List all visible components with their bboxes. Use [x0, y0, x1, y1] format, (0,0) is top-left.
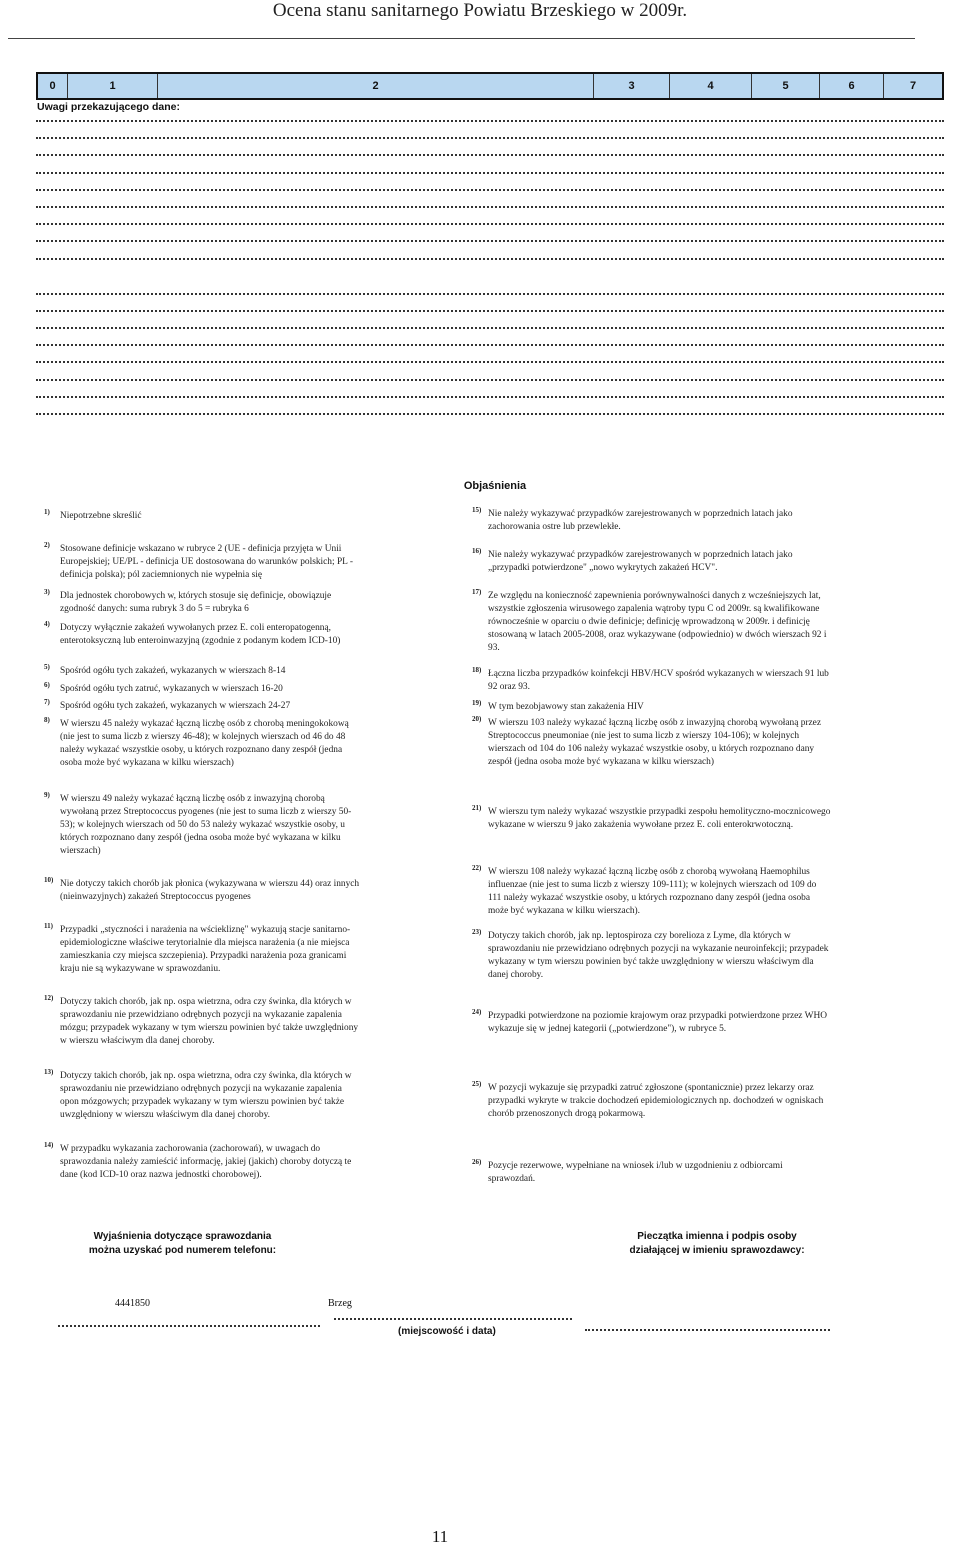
column-header-0: 0 — [38, 74, 68, 98]
explanation-note-text: Dotyczy takich chorób, jak np. ospa wietrzna, odra czy świnka, dla których w sprawozdaniu nie przewidziano odrębnych pozycji na wykazanie zapalenia opon mózgowych; przypadek wykazany w tym wierszu powinien być także uwzględniony w wierszu właściwym dla danej choroby. — [60, 1071, 352, 1120]
explanation-note-number: 22) — [472, 864, 482, 872]
explanation-note — [44, 996, 362, 1048]
explanation-note — [472, 806, 832, 832]
place-value: Brzeg — [328, 1298, 352, 1309]
column-header-row — [36, 72, 944, 100]
explanation-note — [44, 683, 362, 696]
remarks-line — [36, 379, 944, 381]
explanation-note-text: Nie dotyczy takich chorób jak płonica (wykazywana w wierszu 44) oraz innych (nieinwazyjnych) zakażeń Streptococcus pyogenes — [60, 879, 360, 902]
explanation-note-number: 23) — [472, 928, 482, 936]
explanation-note — [44, 1143, 362, 1182]
explanation-note — [472, 549, 832, 575]
explanation-note-number: 19) — [472, 699, 482, 707]
explanation-note-number: 9) — [44, 791, 50, 799]
explanation-note-number: 12) — [44, 994, 54, 1002]
remarks-line — [36, 258, 944, 260]
page-number: 11 — [431, 1527, 449, 1545]
explanation-note-number: 13) — [44, 1068, 54, 1076]
explanation-note-number: 11) — [44, 922, 53, 930]
explanation-note — [472, 701, 832, 714]
explanation-note-number: 20) — [472, 715, 482, 723]
explanation-note-text: Nie należy wykazywać przypadków zarejestrowanych w poprzednich latach jako „przypadki potwierdzone" „nowo wykrytych zakażeń HCV". — [488, 550, 793, 573]
explanation-note-text: Spośród ogółu tych zakażeń, wykazanych w wierszach 24-27 — [60, 701, 291, 711]
remarks-line — [36, 172, 944, 174]
explanation-note-text: Nie należy wykazywać przypadków zarejestrowanych w poprzednich latach jako zachorowania ostre lub przewlekłe. — [488, 509, 793, 532]
explanation-note-text: Ze względu na konieczność zapewnienia porównywalności danych z wcześniejszych lat, wszystkie zgłoszenia wirusowego zapalenia wątroby typu C od 2009r. są kwalifikowane równocześnie w oparciu o dwie definicje; definicję wprowadzoną w 2009r. i definicję stosowaną w latach 2005-2008, oraz wykazywane (odpowiednio) w dwóch wierszach 92 i 93. — [488, 591, 827, 653]
explanation-note-number: 25) — [472, 1080, 482, 1088]
explanation-note-number: 2) — [44, 541, 50, 549]
explanation-note-number: 1) — [44, 508, 50, 516]
remarks-line — [36, 223, 944, 225]
explanation-note-number: 14) — [44, 1141, 54, 1149]
stamp-label-line-2: działającej w imieniu sprawozdawcy: — [629, 1245, 805, 1256]
explanation-note-text: W przypadku wykazania zachorowania (zachorowań), w uwagach do sprawozdania należy zamieścić informację, jakiej (jakich) choroby dotyczą te dane (kod ICD-10 oraz nazwa jednostki chorobowej). — [60, 1144, 352, 1180]
explanation-note-text: W wierszu 45 należy wykazać łączną liczbę osób z chorobą meningokokową (nie jest to suma liczb z wierszy 46-48); w kolejnych wierszach od 46 do 48 należy wykazać wszystkie osoby, u których rozpoznano dany zespół (jedna osoba może być wykazana w kilku wierszach) — [60, 719, 349, 768]
explanation-note — [472, 717, 832, 769]
remarks-line — [36, 206, 944, 208]
contact-label — [80, 1230, 285, 1258]
explanation-note-number: 4) — [44, 620, 50, 628]
explanation-note-number: 10) — [44, 876, 54, 884]
remarks-lines — [36, 120, 944, 430]
remarks-line — [36, 396, 944, 398]
stamp-label-line-1: Pieczątka imienna i podpis osoby — [637, 1231, 797, 1242]
column-header-4: 4 — [670, 74, 752, 98]
contact-label-line-1: Wyjaśnienia dotyczące sprawozdania — [93, 1231, 272, 1242]
explanation-note-text: Dotyczy takich chorób, jak np. leptospiroza czy borelioza z Lyme, dla których w sprawozdaniu nie przewidziano odrębnych pozycji na wykazanie neuroinfekcji; przypadek wykazany w tym wierszu powinien być także uwzględniony w wierszu właściwym dla danej choroby. — [488, 931, 829, 980]
contact-label-line-2: można uzyskać pod numerem telefonu: — [88, 1245, 277, 1256]
explanation-note — [472, 590, 832, 655]
explanation-note-number: 24) — [472, 1008, 482, 1016]
remarks-line — [36, 310, 944, 312]
explanation-note-text: W wierszu 108 należy wykazać łączną liczbę osób z chorobą wywołaną Haemophilus influenzae (nie jest to suma liczb z wierszy 109-111); w kolejnych wierszach od 109 do 111 należy wykazać wszystkie osoby, u których rozpoznano dany zespół (jedna osoba może być wykazana w kilku wierszach). — [488, 867, 817, 916]
explanation-note — [472, 1082, 832, 1121]
remarks-label: Uwagi przekazującego dane: — [37, 101, 180, 113]
column-header-2: 2 — [158, 74, 594, 98]
remarks-line — [36, 120, 944, 122]
explanation-note-number: 8) — [44, 716, 50, 724]
phone-dotted-line — [58, 1325, 320, 1327]
remarks-line — [36, 413, 944, 415]
explanation-note — [44, 1070, 362, 1122]
explanation-note-number: 15) — [472, 506, 482, 514]
explanation-note — [44, 924, 362, 976]
explanation-note-text: W tym bezobjawowy stan zakażenia HIV — [488, 702, 644, 712]
explanation-note-text: Stosowane definicje wskazano w rubryce 2 (UE - definicja przyjęta w Unii Europejskiej; UE/PL - definicja UE dostosowana do warunków polskich; PL - definicja polska); pól zaciemnionych nie wypełnia się — [60, 544, 353, 580]
explanation-note-text: Łączna liczba przypadków koinfekcji HBV/HCV spośród wykazanych w wierszach 91 lub 92 oraz 93. — [488, 669, 829, 692]
place-date-caption: (miejscowość i data) — [398, 1326, 496, 1337]
column-header-6: 6 — [820, 74, 884, 98]
column-header-5: 5 — [752, 74, 820, 98]
place-dotted-line — [334, 1318, 572, 1320]
remarks-line — [36, 137, 944, 139]
explanation-note-text: Spośród ogółu tych zakażeń, wykazanych w wierszach 8-14 — [60, 666, 286, 676]
explanation-note-number: 16) — [472, 547, 482, 555]
stamp-label — [612, 1230, 822, 1258]
column-header-1: 1 — [68, 74, 158, 98]
explanation-note-text: Pozycje rezerwowe, wypełniane na wniosek i/lub w uzgodnieniu z odbiorcami sprawozdań. — [488, 1161, 783, 1184]
explanation-note-text: Przypadki potwierdzone na poziomie krajowym oraz przypadki potwierdzone przez WHO wykazuje się w jednej kategorii („potwierdzone"), w rubryce 5. — [488, 1011, 828, 1034]
remarks-line — [36, 240, 944, 242]
explanation-note-text: Spośród ogółu tych zatruć, wykazanych w wierszach 16-20 — [60, 684, 283, 694]
explanation-note-number: 7) — [44, 698, 50, 706]
explanation-note-text: W wierszu 103 należy wykazać łączną liczbę osób z inwazyjną chorobą wywołaną przez Streptococcus pneumoniae (nie jest to suma liczb z wierszy 104-106); w kolejnych wierszach od 104 do 106 należy wykazać wszystkie osoby, u których rozpoznano dany zespół (jedna osoba może być wykazana w kilku wierszach) — [488, 718, 822, 767]
explanation-note-text: W pozycji wykazuje się przypadki zatruć zgłoszone (spontanicznie) przez lekarzy oraz przypadki wykryte w trakcie dochodzeń epidemiologicznych np. dochodzeń w ogniskach chorób przenoszonych drogą pokarmową. — [488, 1083, 824, 1119]
column-header-7: 7 — [909, 80, 917, 92]
explanation-note — [44, 510, 362, 523]
explanation-note-text: Przypadki „styczności i narażenia na wściekliznę" wykazują stacje sanitarno-epidemiologiczne właściwe terytorialnie dla miejsca narażenia (a nie miejsca zamieszkania czy miejsca szczepienia). Przypadki narażenia poza granicami kraju nie są wykazywane w sprawozdaniu. — [60, 925, 351, 974]
explanation-note — [472, 1010, 832, 1036]
explanation-note — [44, 878, 362, 904]
signature-dotted-line — [585, 1329, 830, 1331]
explanation-note-number: 21) — [472, 804, 482, 812]
explanation-note-number: 18) — [472, 666, 482, 674]
explanation-note — [472, 1160, 832, 1186]
explanation-note — [472, 866, 832, 918]
phone-number: 4441850 — [115, 1298, 150, 1309]
explanation-note — [44, 718, 362, 770]
remarks-line — [36, 154, 944, 156]
explanation-note-text: Dotyczy wyłącznie zakażeń wywołanych przez E. coli enteropatogenną, enterotoksyczną lub enteroinwazyjną (zgodnie z podanym kodem ICD-10) — [60, 623, 341, 646]
explanation-note — [44, 700, 362, 713]
explanation-note-text: Dotyczy takich chorób, jak np. ospa wietrzna, odra czy świnka, dla których w sprawozdaniu nie przewidziano odrębnych pozycji na wykazanie zapalenia mózgu; przypadek wykazany w tym wierszu powinien być także uwzględniony w wierszu właściwym dla danej choroby. — [60, 997, 359, 1046]
explanation-note-number: 17) — [472, 588, 482, 596]
explanation-note-text: W wierszu 49 należy wykazać łączną liczbę osób z inwazyjną chorobą wywołaną przez Streptococcus pyogenes (nie jest to suma liczb z wierszy 50-53); w kolejnych wierszach od 50 do 53 należy wykazać wszystkie osoby, u których rozpoznano dany zespół (jedna osoba może być wykazana w kilku wierszach) — [60, 794, 352, 856]
explanations-title: Objaśnienia — [463, 480, 527, 492]
remarks-line — [36, 344, 944, 346]
explanation-note — [472, 668, 832, 694]
explanation-note-text: W wierszu tym należy wykazać wszystkie przypadki zespołu hemolityczno-mocznicowego wykazane w wierszu 9 jako zakażenia wywołane przez E. coli enterokrwotoczną. — [488, 807, 831, 830]
remarks-line — [36, 327, 944, 329]
explanation-note — [44, 543, 362, 582]
explanation-note — [44, 793, 362, 858]
column-header-3: 3 — [594, 74, 670, 98]
explanation-note — [44, 590, 362, 616]
page-header-title: Ocena stanu sanitarnego Powiatu Brzeskiego w 2009r. — [272, 0, 688, 21]
explanation-note-text: Niepotrzebne skreślić — [60, 511, 142, 521]
explanation-note-number: 26) — [472, 1158, 482, 1166]
explanation-note — [44, 622, 362, 648]
remarks-line — [36, 361, 944, 363]
explanation-note-number: 6) — [44, 681, 50, 689]
remarks-line — [36, 293, 944, 295]
explanation-note-text: Dla jednostek chorobowych w, których stosuje się definicje, obowiązuje zgodność danych: suma rubryk 3 do 5 = rubryka 6 — [60, 591, 332, 614]
remarks-gap — [36, 275, 944, 293]
header-divider — [8, 38, 915, 39]
explanation-note — [472, 508, 832, 534]
explanation-note-number: 3) — [44, 588, 50, 596]
explanation-note-number: 5) — [44, 663, 50, 671]
remarks-line — [36, 189, 944, 191]
explanation-note — [44, 665, 362, 678]
explanation-note — [472, 930, 832, 982]
